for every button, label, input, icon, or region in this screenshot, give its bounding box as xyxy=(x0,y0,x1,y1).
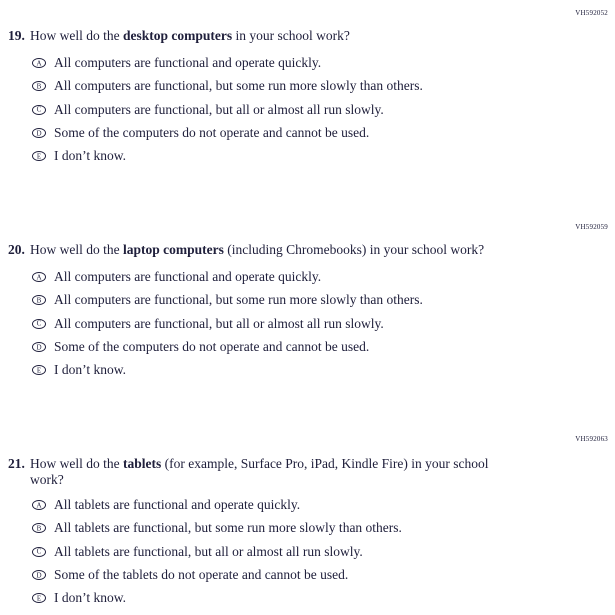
answer-oval-e-icon[interactable] xyxy=(32,151,46,161)
question-20-text xyxy=(30,242,545,258)
answer-oval-c-icon[interactable] xyxy=(32,105,46,115)
question-20-text-prefix: How well do the xyxy=(30,242,123,257)
question-20-option-c[interactable] xyxy=(32,312,423,335)
question-19-option-e[interactable] xyxy=(32,145,423,168)
question-21-text-prefix: How well do the xyxy=(30,456,123,471)
option-text: All computers are functional, but some run more slowly than others. xyxy=(54,292,423,308)
question-19-options xyxy=(32,52,423,168)
option-text: All computers are functional, but all or almost all run slowly. xyxy=(54,315,384,331)
option-text: All tablets are functional and operate quickly. xyxy=(54,497,301,513)
question-19-option-a[interactable] xyxy=(32,52,423,75)
question-19-option-c[interactable] xyxy=(32,98,423,121)
question-20-option-e[interactable] xyxy=(32,359,423,382)
question-21-option-c[interactable] xyxy=(32,540,402,563)
question-20-accession-code: VH592059 xyxy=(575,223,608,231)
answer-oval-c-icon[interactable] xyxy=(32,547,46,557)
answer-oval-e-icon[interactable] xyxy=(32,365,46,375)
question-21-accession-code: VH592063 xyxy=(575,435,608,443)
question-21-option-b[interactable] xyxy=(32,517,402,540)
oval-letter: C xyxy=(36,319,42,328)
option-text: Some of the computers do not operate and cannot be used. xyxy=(54,339,370,355)
answer-oval-c-icon[interactable] xyxy=(32,319,46,329)
question-21-option-a[interactable] xyxy=(32,494,402,517)
question-20-text-bold: laptop computers xyxy=(122,242,224,257)
oval-letter: A xyxy=(36,58,42,67)
question-21-text-suffix: (for example, Surface Pro, iPad, Kindle Fire) in your school xyxy=(161,456,489,471)
question-20-option-b[interactable] xyxy=(32,289,423,312)
oval-letter: C xyxy=(36,105,42,114)
answer-oval-a-icon[interactable] xyxy=(32,500,46,510)
question-21-text-bold: tablets xyxy=(122,456,162,471)
question-21-options xyxy=(32,494,402,610)
option-text: I don’t know. xyxy=(54,590,126,606)
oval-letter: E xyxy=(36,152,42,161)
option-text: All computers are functional, but all or almost all run slowly. xyxy=(54,101,384,117)
question-21-text xyxy=(30,456,545,488)
question-20-options xyxy=(32,266,423,382)
oval-letter: E xyxy=(36,366,42,375)
question-19-text-suffix: in your school work? xyxy=(232,28,350,43)
question-21-option-e[interactable] xyxy=(32,587,402,610)
question-20-option-d[interactable] xyxy=(32,335,423,358)
answer-oval-b-icon[interactable] xyxy=(32,523,46,533)
question-19 xyxy=(8,28,545,44)
oval-letter: C xyxy=(36,547,42,556)
answer-oval-d-icon[interactable] xyxy=(32,342,46,352)
question-19-text-bold: desktop computers xyxy=(122,28,233,43)
question-19-number: 19. xyxy=(8,28,25,43)
option-text: All tablets are functional, but some run more slowly than others. xyxy=(54,520,402,536)
option-text: Some of the computers do not operate and cannot be used. xyxy=(54,125,370,141)
question-20 xyxy=(8,242,545,258)
oval-letter: B xyxy=(36,524,42,533)
oval-letter: B xyxy=(36,296,42,305)
oval-letter: D xyxy=(36,570,42,579)
answer-oval-a-icon[interactable] xyxy=(32,58,46,68)
question-19-option-b[interactable] xyxy=(32,75,423,98)
oval-letter: D xyxy=(36,342,42,351)
question-20-text-suffix: (including Chromebooks) in your school work? xyxy=(223,242,485,257)
option-text: All computers are functional and operate quickly. xyxy=(54,269,322,285)
oval-letter: A xyxy=(36,272,42,281)
question-19-text xyxy=(30,28,545,44)
question-19-option-d[interactable] xyxy=(32,121,423,144)
option-text: Some of the tablets do not operate and cannot be used. xyxy=(54,567,349,583)
oval-letter: B xyxy=(36,82,42,91)
question-21-text-line2: work? xyxy=(30,472,64,487)
question-19-accession-code: VH592052 xyxy=(575,9,608,17)
answer-oval-d-icon[interactable] xyxy=(32,128,46,138)
oval-letter: D xyxy=(36,128,42,137)
question-20-number: 20. xyxy=(8,242,25,257)
oval-letter: A xyxy=(36,500,42,509)
answer-oval-b-icon[interactable] xyxy=(32,295,46,305)
option-text: I don’t know. xyxy=(54,362,126,378)
question-21-option-d[interactable] xyxy=(32,563,402,586)
answer-oval-a-icon[interactable] xyxy=(32,272,46,282)
option-text: All computers are functional and operate quickly. xyxy=(54,55,322,71)
question-21-number: 21. xyxy=(8,456,25,471)
answer-oval-b-icon[interactable] xyxy=(32,81,46,91)
question-20-option-a[interactable] xyxy=(32,266,423,289)
oval-letter: E xyxy=(36,594,42,603)
question-19-text-prefix: How well do the xyxy=(30,28,123,43)
option-text: All computers are functional, but some run more slowly than others. xyxy=(54,78,423,94)
answer-oval-d-icon[interactable] xyxy=(32,570,46,580)
answer-oval-e-icon[interactable] xyxy=(32,593,46,603)
option-text: All tablets are functional, but all or almost all run slowly. xyxy=(54,543,363,559)
question-21 xyxy=(8,456,545,488)
option-text: I don’t know. xyxy=(54,148,126,164)
